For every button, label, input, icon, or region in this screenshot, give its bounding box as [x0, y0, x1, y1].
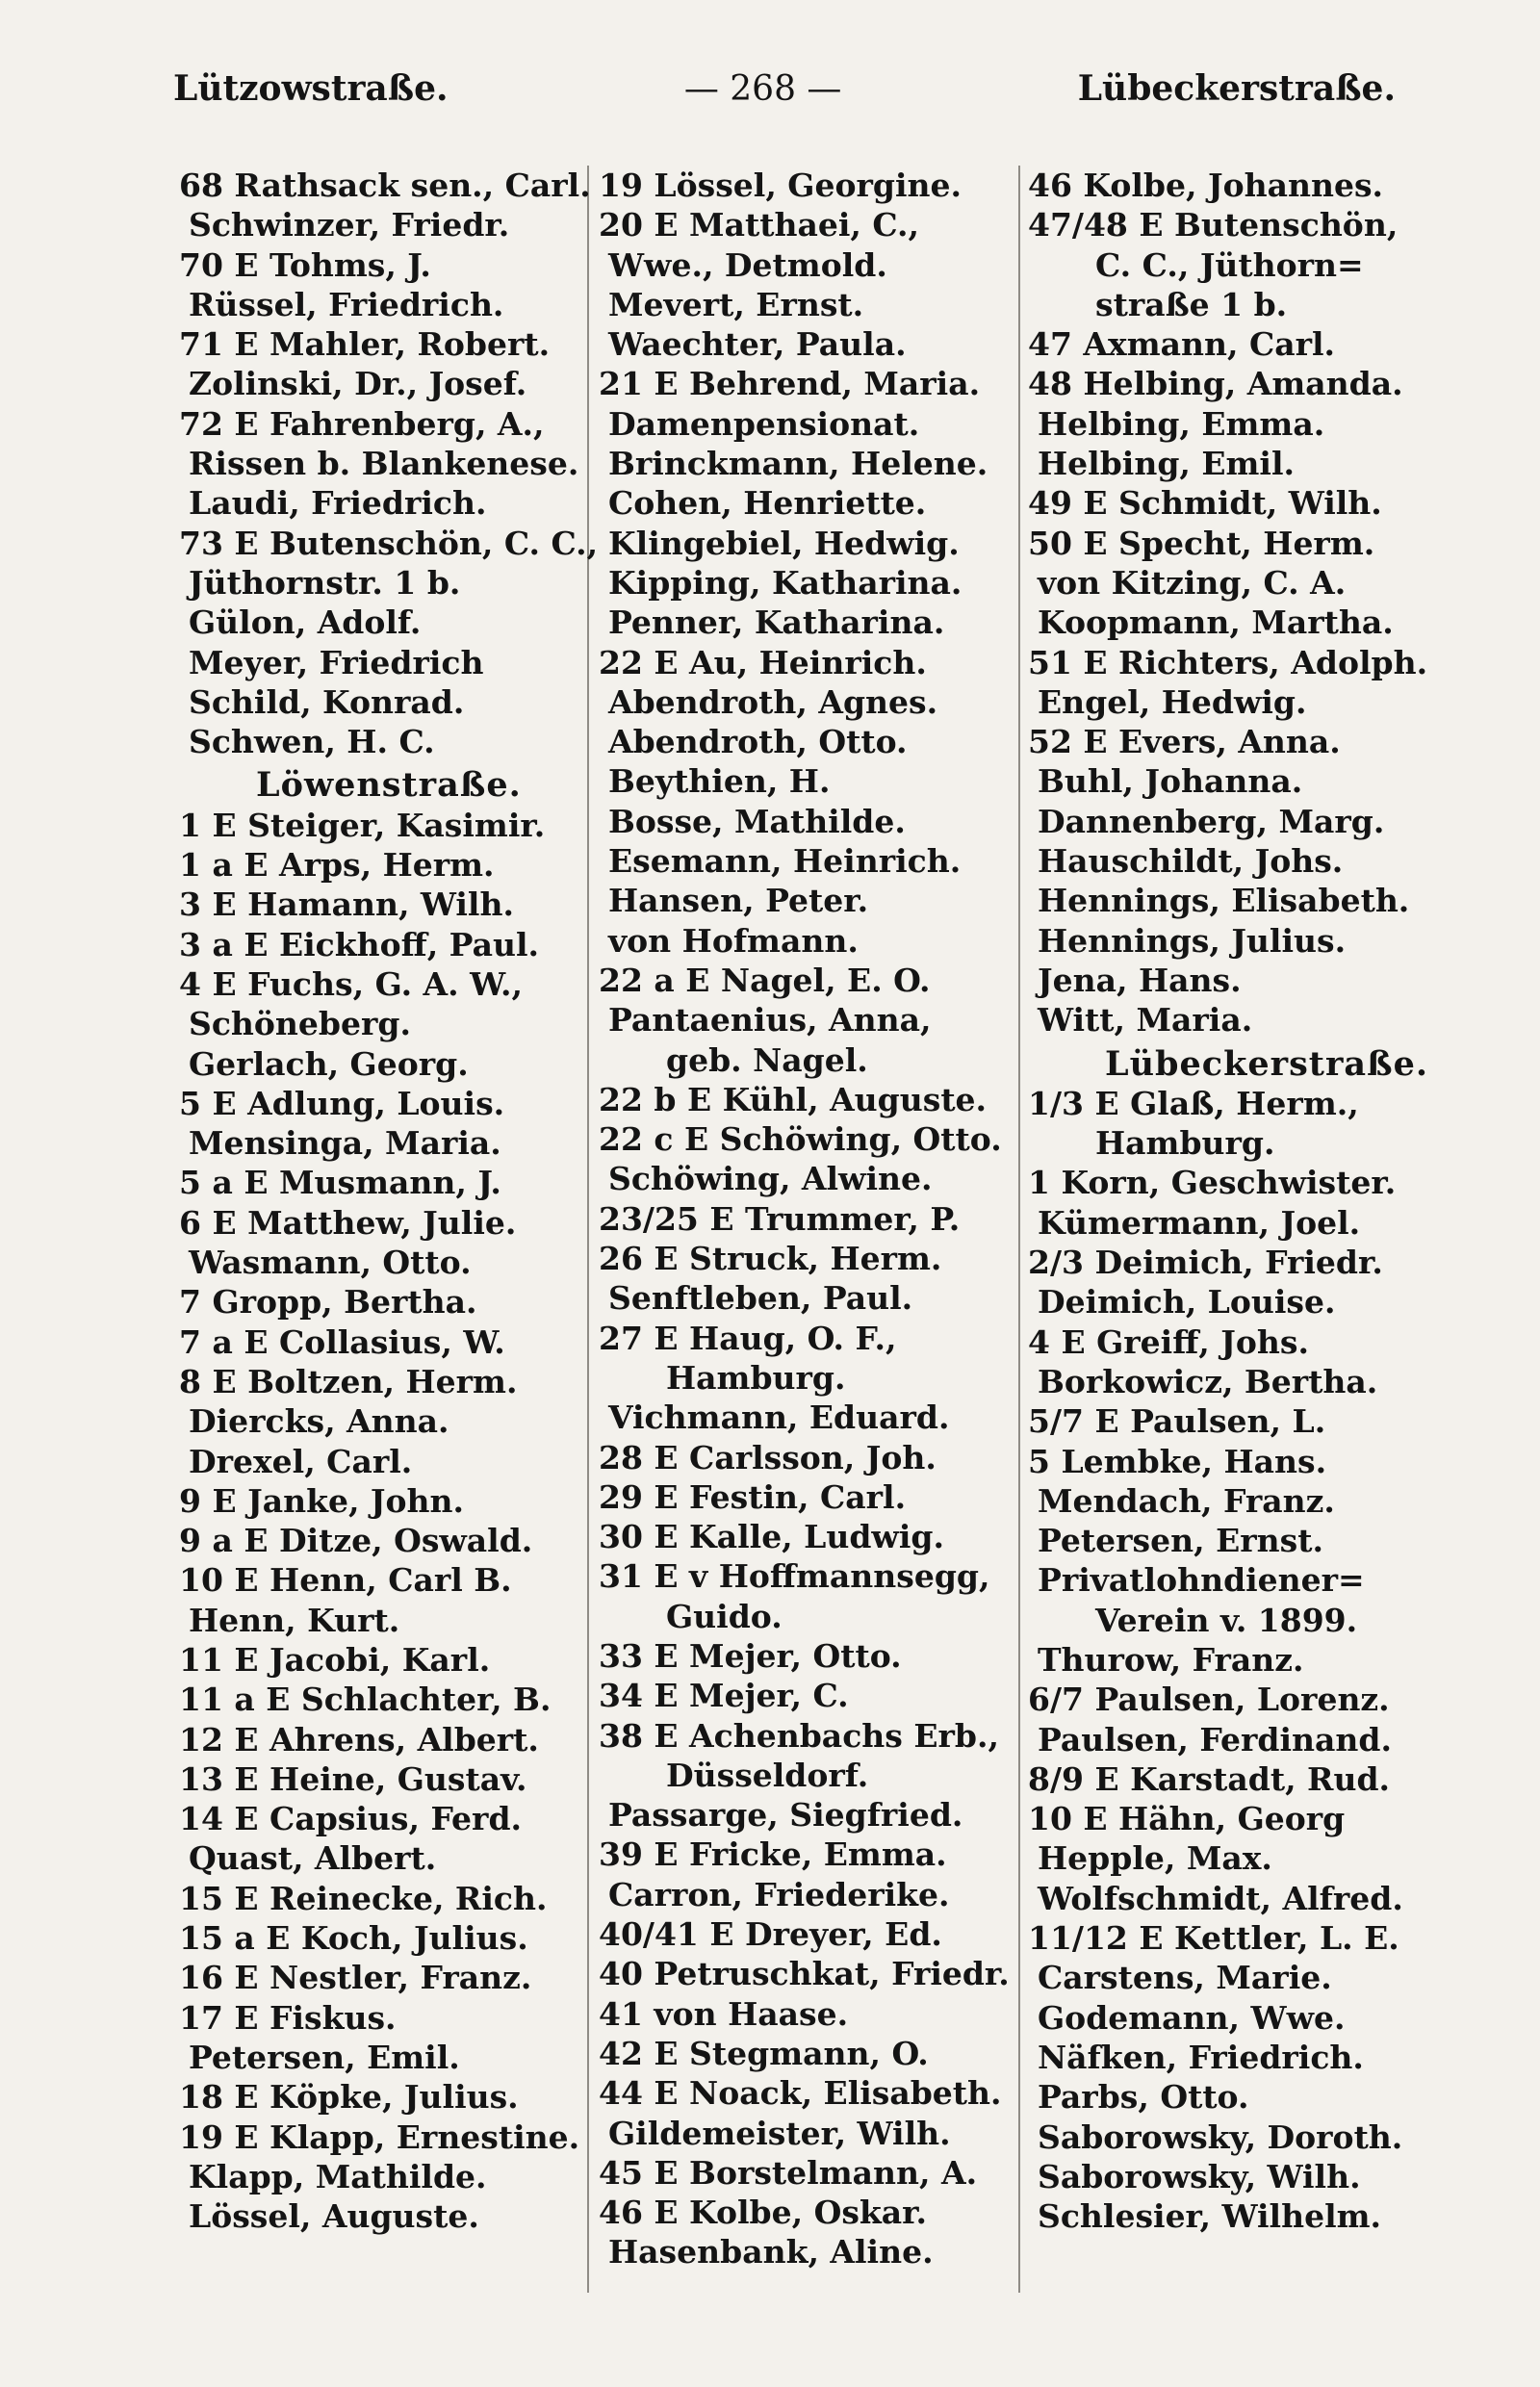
directory-entry: 42 E Stegmann, O. [599, 2034, 929, 2072]
directory-entry: 5 a E Musmann, J. [179, 1164, 501, 1202]
directory-entry: 71 E Mahler, Robert. [179, 325, 551, 364]
directory-entry: Saborowsky, Wilh. [1038, 2157, 1361, 2195]
directory-entry: 7 a E Collasius, W. [179, 1322, 505, 1361]
directory-entry: Abendroth, Otto. [608, 723, 908, 761]
directory-entry: 23/25 E Trummer, P. [599, 1199, 961, 1238]
directory-column-2 [599, 166, 1010, 2272]
directory-entry: Helbing, Emil. [1038, 445, 1295, 483]
directory-entry: 1/3 E Glaß, Herm., [1028, 1084, 1359, 1122]
directory-entry: Guido. [666, 1597, 783, 1635]
column-divider [1018, 166, 1020, 2293]
directory-entry: Rüssel, Friedrich. [189, 285, 504, 323]
directory-entry: von Hofmann. [608, 921, 859, 960]
directory-entry: 22 c E Schöwing, Otto. [599, 1120, 1002, 1159]
directory-entry: Jüthornstr. 1 b. [189, 563, 461, 602]
directory-entry: Hamburg. [1095, 1124, 1275, 1163]
directory-entry: Kipping, Katharina. [608, 563, 962, 602]
directory-entry: 8/9 E Karstadt, Rud. [1028, 1759, 1391, 1798]
directory-entry: 1 a E Arps, Herm. [179, 846, 495, 885]
directory-entry: 6 E Matthew, Julie. [179, 1203, 517, 1242]
directory-entry: Rissen b. Blankenese. [189, 445, 579, 483]
directory-entry: straße 1 b. [1095, 285, 1288, 323]
directory-entry: 50 E Specht, Herm. [1028, 524, 1375, 562]
directory-entry: Klapp, Mathilde. [189, 2157, 487, 2195]
directory-entry: Hasenbank, Aline. [608, 2233, 934, 2272]
directory-entry: 19 E Klapp, Ernestine. [179, 2118, 580, 2156]
directory-entry: 40/41 E Dreyer, Ed. [599, 1915, 942, 1954]
directory-entry: 21 E Behrend, Maria. [599, 365, 981, 403]
directory-entry: 10 E Henn, Carl B. [179, 1561, 512, 1600]
directory-entry: Quast, Albert. [189, 1839, 437, 1878]
directory-entry: 31 E v Hoffmannsegg, [599, 1557, 990, 1596]
directory-entry: 22 E Au, Heinrich. [599, 643, 927, 681]
directory-entry: 70 E Tohms, J. [179, 245, 431, 284]
directory-entry: 22 b E Kühl, Auguste. [599, 1080, 988, 1118]
header-left-street: Lützowstraße. [173, 68, 449, 109]
directory-entry: 14 E Capsius, Ferd. [179, 1800, 523, 1838]
directory-entry: 34 E Mejer, C. [599, 1677, 849, 1715]
directory-entry: 13 E Heine, Gustav. [179, 1759, 527, 1798]
directory-entry: Schwen, H. C. [189, 723, 435, 761]
directory-entry: 49 E Schmidt, Wilh. [1028, 484, 1382, 523]
directory-entry: 3 E Hamann, Wilh. [179, 886, 514, 924]
directory-entry: Buhl, Johanna. [1038, 762, 1303, 801]
directory-entry: Hamburg. [666, 1358, 846, 1397]
directory-entry: Mevert, Ernst. [608, 285, 864, 323]
directory-entry: Helbing, Emma. [1038, 404, 1325, 443]
directory-entry: Wasmann, Otto. [189, 1244, 472, 1282]
street-heading: Lübeckerstraße. [1105, 1043, 1429, 1084]
directory-entry: Engel, Hedwig. [1038, 682, 1307, 721]
directory-entry: Gildemeister, Wilh. [608, 2114, 951, 2152]
directory-entry: Klingebiel, Hedwig. [608, 524, 960, 562]
directory-entry: Carstens, Marie. [1038, 1959, 1332, 1997]
directory-entry: Borkowicz, Bertha. [1038, 1362, 1378, 1400]
directory-entry: 15 a E Koch, Julius. [179, 1919, 528, 1958]
directory-entry: Hansen, Peter. [608, 882, 869, 920]
directory-entry: Damenpensionat. [608, 404, 920, 443]
directory-entry: Hennings, Julius. [1038, 921, 1347, 960]
directory-entry: Hauschildt, Johs. [1038, 842, 1344, 881]
directory-entry: 46 E Kolbe, Oskar. [599, 2194, 928, 2232]
directory-entry: von Kitzing, C. A. [1038, 563, 1347, 602]
directory-entry: Bosse, Mathilde. [608, 802, 906, 840]
directory-entry: Mensinga, Maria. [189, 1124, 501, 1163]
directory-entry: Pantaenius, Anna, [608, 1001, 932, 1040]
directory-entry: 12 E Ahrens, Albert. [179, 1720, 539, 1758]
directory-entry: Passarge, Siegfried. [608, 1796, 963, 1835]
directory-entry: 73 E Butenschön, C. C., [179, 524, 599, 562]
directory-entry: 30 E Kalle, Ludwig. [599, 1518, 944, 1556]
directory-entry: geb. Nagel. [666, 1040, 868, 1079]
directory-entry: 40 Petruschkat, Friedr. [599, 1955, 1010, 1993]
directory-entry: 52 E Evers, Anna. [1028, 723, 1341, 761]
directory-entry: Hepple, Max. [1038, 1839, 1272, 1878]
directory-entry: 22 a E Nagel, E. O. [599, 961, 931, 999]
directory-entry: 19 Lössel, Georgine. [599, 167, 962, 204]
directory-entry: Hennings, Elisabeth. [1038, 882, 1410, 920]
directory-entry: 9 a E Ditze, Oswald. [179, 1522, 533, 1560]
directory-entry: Privatlohndiener= [1038, 1561, 1365, 1600]
directory-entry: 39 E Fricke, Emma. [599, 1835, 947, 1874]
directory-entry: 27 E Haug, O. F., [599, 1319, 897, 1357]
directory-entry: 41 von Haase. [599, 1994, 849, 2033]
directory-column-1 [179, 166, 598, 2236]
directory-entry: Gerlach, Georg. [189, 1044, 469, 1083]
directory-entry: Meyer, Friedrich [189, 643, 484, 681]
directory-entry: 10 E Hähn, Georg [1028, 1800, 1346, 1838]
directory-entry: 5 E Adlung, Louis. [179, 1084, 505, 1122]
directory-entry: Thurow, Franz. [1038, 1640, 1304, 1679]
directory-entry: 1 E Steiger, Kasimir. [179, 806, 546, 844]
directory-entry: Petersen, Emil. [189, 2038, 460, 2076]
directory-entry: 18 E Köpke, Julius. [179, 2078, 519, 2117]
directory-entry: Schwinzer, Friedr. [189, 206, 510, 244]
directory-entry: Wwe., Detmold. [608, 245, 887, 284]
directory-entry: Brinckmann, Helene. [608, 445, 988, 483]
directory-entry: 1 Korn, Geschwister. [1028, 1164, 1397, 1202]
directory-entry: Lössel, Auguste. [189, 2197, 479, 2236]
directory-entry: Koopmann, Martha. [1038, 603, 1394, 642]
directory-entry: 9 E Janke, John. [179, 1481, 465, 1520]
directory-entry: Petersen, Ernst. [1038, 1522, 1323, 1560]
directory-entry: Schöwing, Alwine. [608, 1160, 933, 1198]
directory-entry: Jena, Hans. [1038, 961, 1242, 999]
directory-entry: Kümermann, Joel. [1038, 1203, 1361, 1242]
directory-entry: 4 E Greiff, Johs. [1028, 1322, 1309, 1361]
directory-entry: Deimich, Louise. [1038, 1283, 1336, 1322]
directory-entry: Cohen, Henriette. [608, 484, 927, 523]
directory-entry: Witt, Maria. [1038, 1001, 1253, 1040]
directory-entry: Schöneberg. [189, 1005, 411, 1043]
directory-entry: 44 E Noack, Elisabeth. [599, 2074, 1002, 2113]
directory-entry: 48 Helbing, Amanda. [1028, 365, 1403, 403]
directory-entry: Esemann, Heinrich. [608, 842, 962, 881]
directory-entry: Gülon, Adolf. [189, 603, 422, 642]
directory-entry: 28 E Carlsson, Joh. [599, 1438, 937, 1476]
page-number: — 268 — [683, 68, 842, 109]
directory-entry: Penner, Katharina. [608, 603, 945, 642]
directory-entry: 6/7 Paulsen, Lorenz. [1028, 1681, 1390, 1719]
directory-entry: 47 Axmann, Carl. [1028, 325, 1336, 364]
directory-entry: 5/7 E Paulsen, L. [1028, 1402, 1326, 1441]
directory-entry: Schlesier, Wilhelm. [1038, 2197, 1382, 2236]
directory-column-3 [1028, 166, 1428, 2236]
directory-entry: 8 E Boltzen, Herm. [179, 1362, 518, 1400]
directory-entry: 45 E Borstelmann, A. [599, 2153, 978, 2192]
directory-entry: Henn, Kurt. [189, 1601, 400, 1639]
directory-entry: 26 E Struck, Herm. [599, 1240, 942, 1278]
directory-entry: 46 Kolbe, Johannes. [1028, 167, 1384, 204]
directory-entry: Godemann, Wwe. [1038, 1998, 1346, 2037]
directory-entry: Senftleben, Paul. [608, 1279, 913, 1318]
directory-entry: Waechter, Paula. [608, 325, 907, 364]
directory-entry: Zolinski, Dr., Josef. [189, 365, 527, 403]
directory-entry: Drexel, Carl. [189, 1442, 413, 1480]
directory-entry: 47/48 E Butenschön, [1028, 206, 1399, 244]
directory-entry: 4 E Fuchs, G. A. W., [179, 964, 524, 1003]
directory-entry: 3 a E Eickhoff, Paul. [179, 925, 540, 963]
directory-entry: 72 E Fahrenberg, A., [179, 404, 545, 443]
directory-entry: Näfken, Friedrich. [1038, 2038, 1364, 2076]
directory-entry: Saborowsky, Doroth. [1038, 2118, 1403, 2156]
directory-entry: 29 E Festin, Carl. [599, 1477, 907, 1516]
street-heading: Löwenstraße. [256, 765, 522, 806]
directory-entry: Schild, Konrad. [189, 682, 465, 721]
directory-entry: Wolfschmidt, Alfred. [1038, 1879, 1403, 1917]
directory-entry: 11 E Jacobi, Karl. [179, 1640, 491, 1679]
directory-entry: 33 E Mejer, Otto. [599, 1636, 902, 1675]
directory-entry: 16 E Nestler, Franz. [179, 1959, 532, 1997]
directory-entry: Paulsen, Ferdinand. [1038, 1720, 1392, 1758]
directory-entry: 15 E Reinecke, Rich. [179, 1879, 548, 1917]
directory-entry: 7 Gropp, Bertha. [179, 1283, 477, 1322]
directory-entry: Parbs, Otto. [1038, 2078, 1249, 2117]
directory-entry: Dannenberg, Marg. [1038, 802, 1385, 840]
directory-entry: 38 E Achenbachs Erb., [599, 1716, 999, 1755]
header-right-street: Lübeckerstraße. [1077, 68, 1396, 109]
directory-entry: 68 Rathsack sen., Carl. [179, 167, 591, 204]
directory-entry: Abendroth, Agnes. [608, 682, 938, 721]
directory-entry: Düsseldorf. [666, 1756, 869, 1794]
directory-entry: 5 Lembke, Hans. [1028, 1442, 1327, 1480]
directory-entry: Carron, Friederike. [608, 1875, 950, 1913]
directory-entry: Mendach, Franz. [1038, 1481, 1335, 1520]
directory-entry: Diercks, Anna. [189, 1402, 449, 1441]
directory-entry: 11/12 E Kettler, L. E. [1028, 1919, 1399, 1958]
directory-entry: 2/3 Deimich, Friedr. [1028, 1244, 1383, 1282]
directory-entry: Laudi, Friedrich. [189, 484, 487, 523]
page-header [173, 60, 1396, 117]
directory-entry: 17 E Fiskus. [179, 1998, 397, 2037]
directory-entry: Verein v. 1899. [1095, 1601, 1358, 1639]
directory-entry: 11 a E Schlachter, B. [179, 1681, 552, 1719]
directory-entry: 20 E Matthaei, C., [599, 206, 919, 244]
directory-entry: Beythien, H. [608, 762, 831, 801]
directory-entry: Vichmann, Eduard. [608, 1399, 950, 1437]
directory-entry: C. C., Jüthorn= [1095, 245, 1364, 284]
directory-entry: 51 E Richters, Adolph. [1028, 643, 1428, 681]
